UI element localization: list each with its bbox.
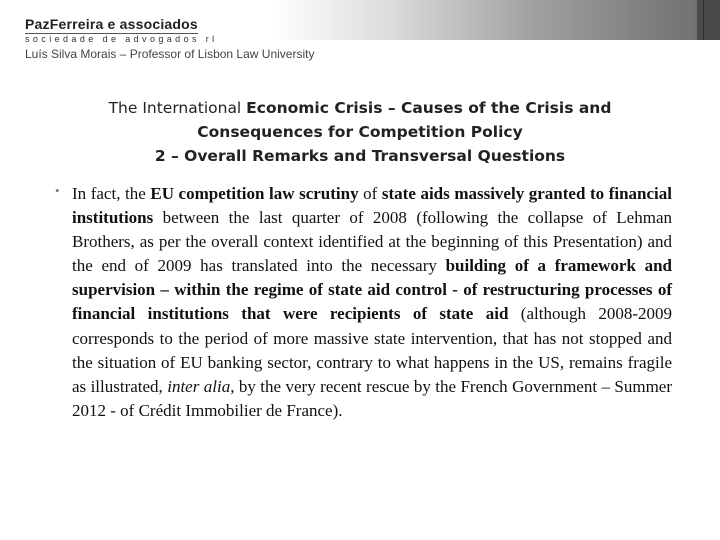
body-paragraph: [72, 182, 672, 423]
body-bold-2: state aids massively granted to financial institutions: [72, 184, 672, 228]
body-text-3: between the last quarter of 2008 (following the collapse of Lehman Brothers, as per the overall context identified at the beginning of this Presentation) and the end of 2009 has translated into the necessary: [72, 208, 672, 276]
logo-subtitle: sociedade de advogados rl: [25, 34, 218, 44]
body-text-4: (although 2008-2009 corresponds to the period of more massive state intervention, that has not stopped and the situation of EU banking sector, contrary to what happens in the US, remains fragile as illustrated,: [72, 304, 672, 396]
body-bold-1: EU competition law scrutiny: [150, 184, 359, 203]
title-line-1-prefix: The International: [108, 99, 247, 117]
slide-title: [60, 96, 660, 168]
body-text-1: In fact, the: [72, 184, 151, 203]
author-line: Luís Silva Morais – Professor of Lisbon Law University: [25, 47, 315, 61]
title-line-3: 2 – Overall Remarks and Transversal Questions: [154, 147, 566, 165]
header-corner-block: [697, 0, 720, 40]
body-bold-3: building of a framework and supervision – within the regime of state aid control - of restructuring processes of financial institutions that were recipients of state aid: [72, 256, 672, 324]
firm-logo: [25, 14, 218, 44]
body-italic-1: inter alia: [167, 376, 231, 396]
body-text-5: , by the very recent rescue by the French Government – Summer 2012 - of Crédit Immobilier de France).: [72, 376, 673, 420]
title-line-1: [60, 96, 660, 120]
body-text-2: of: [358, 184, 382, 203]
title-line-2: Consequences for Competition Policy: [197, 123, 523, 141]
title-line-1-bold: Economic Crisis – Causes of the Crisis and: [246, 99, 612, 117]
logo-name: PazFerreira e associados: [25, 16, 198, 32]
bullet-marker: •: [55, 183, 60, 198]
